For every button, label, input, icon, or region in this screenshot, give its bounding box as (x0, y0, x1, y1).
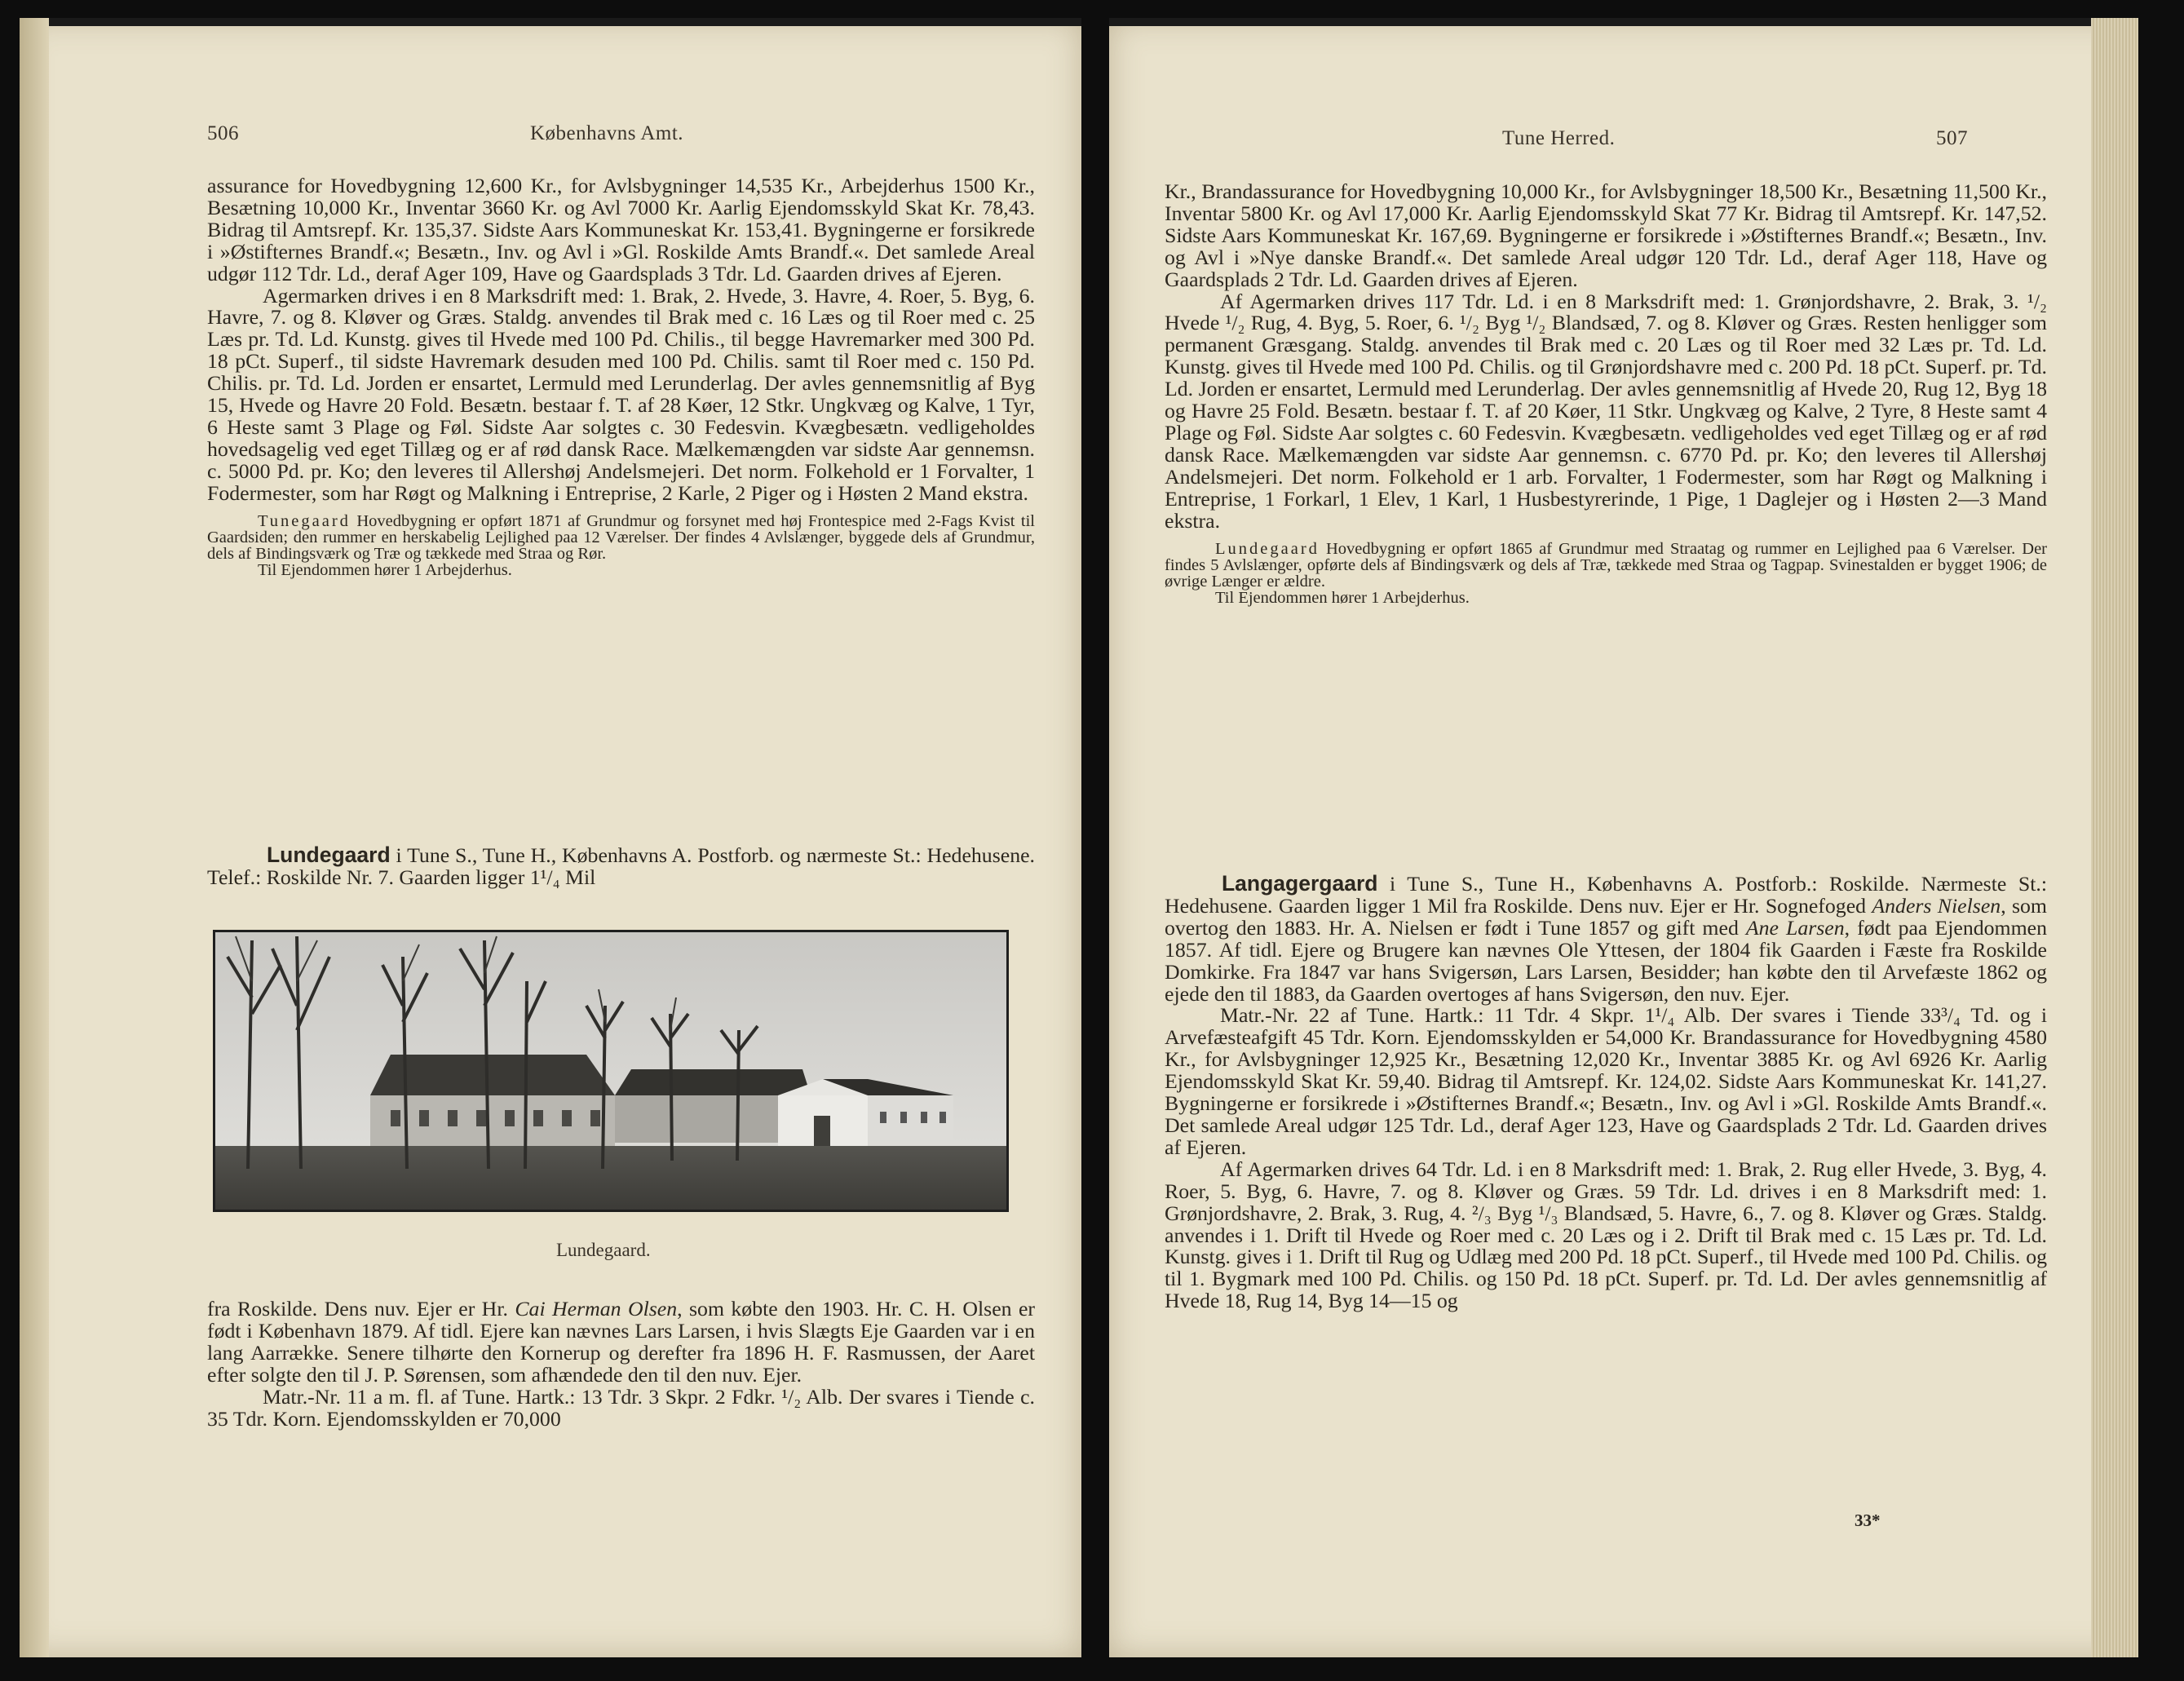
photo-caption: Lundegaard. (556, 1240, 651, 1260)
farm-photo-image (215, 932, 1006, 1210)
left-page (20, 18, 1081, 1657)
langagergaard-entry (1165, 873, 2047, 1312)
wife-name: Ane Larsen (1745, 915, 1845, 940)
note-last: Til Ejendommen hører 1 Arbejderhus. (1215, 589, 1470, 608)
left-text-top (207, 175, 1035, 578)
running-head-right: Tune Herred. (1502, 127, 1616, 149)
entry-text: fra Roskilde. Dens nuv. Ejer er Hr. (207, 1297, 515, 1320)
entry-agriculture: Af Agermarken drives 64 Tdr. Ld. i en 8 Marksdrift med: 1. Brak, 2. Rug eller Hvede, 3. Byg, 4. Roer, 5. Byg, 6. Havre, 7. og 8. Kløver og Græs. 59 Tdr. Ld. drives i en 8 Marksdrift med: 1. Grønjordshavre, 2. Brak, 3. Rug, 4. ²/₃ Byg ¹/₃ Blandsæd, 5. Havre, 6., 7. og 8. Kløver og Græs. Staldg. anvendes i 1. Drift til Hvede og Roer med c. 20 Læs og i 2. Drift til Brak med c. 15 Læs pr. Td. Ld. Kunstg. gives i 1. Drift til Rug og Udlæg med 200 Pd. 18 pCt. Superf., til Hvede med 100 Pd. Chilis. og til 1. Bygmark med 100 Pd. Chilis. og 150 Pd. 18 pCt. Superf. pr. Td. Ld. Der avles gennemsnitlig af Hvede 18, Rug 14, Byg 14—15 og (1165, 1157, 2047, 1313)
page-top-shadow (1109, 18, 2138, 26)
right-page (1109, 18, 2138, 1657)
farm-photograph (213, 930, 1009, 1212)
running-head-left: Københavns Amt. (530, 122, 684, 144)
paragraph: assurance for Hovedbygning 12,600 Kr., for Avlsbygninger 14,535 Kr., Arbejderhus 1500 Kr., Besætning 10,000 Kr., Inventar 3660 Kr. og Avl 7000 Kr. Aarlig Ejendomsskyld Skat Kr. 78,43. Bidrag til Amtsrepf. Kr. 135,37. Sidste Aars Kommuneskat Kr. 153,41. Bygningerne er forsikrede i »Østifternes Brandf.«; Besætn., Inv. og Avl i »Gl. Roskilde Amts Brandf.«. Det samlede Areal udgør 112 Tdr. Ld., deraf Ager 109, Have og Gaardsplads 3 Tdr. Ld. Gaarden drives af Ejeren. (207, 174, 1035, 285)
lundegaard-entry-body (207, 1298, 1035, 1430)
page-top-shadow (20, 18, 1081, 26)
signature-mark: 33* (1855, 1511, 1881, 1530)
entry-matr: Matr.-Nr. 22 af Tune. Hartk.: 11 Tdr. 4 Skpr. 1¹/₄ Alb. Der svares i Tiende 33³/₄ Td. og i Arvefæsteafgift 45 Tdr. Korn. Ejendomsskylden er 54,000 Kr. Brandassurance for Hovedbygning 4580 Kr., for Avlsbygninger 12,925 Kr., Besætning 12,020 Kr., Inventar 3885 Kr. og Avl 6926 Kr. Aarlig Ejendomsskyld Skat Kr. 59,40. Bidrag til Amtsrepf. Kr. 124,02. Sidste Aars Kommuneskat Kr. 141,27. Bygningerne er forsikrede i »Østifternes Brandf.«; Besætn., Inv. og Avl i »Gl. Roskilde Amts Brandf.«. Det samlede Areal udgør 125 Tdr. Ld., deraf Ager 123, Have og Gaardsplads 2 Tdr. Ld. Gaarden drives af Ejeren. (1165, 1003, 2047, 1159)
left-page-edge (20, 18, 49, 1657)
note-text: Hovedbygning er opført 1871 af Grundmur og forsynet med høj Frontespice med 2-Fags Kvist til Gaardsiden; den rummer en herskabelig Lejlighed paa 12 Værelser. Der findes 4 Avlslænger, byggede dels af Grundmur, dels af Bindingsværk og Træ og tækkede med Straa og Rør. (207, 511, 1035, 563)
note-text: Hovedbygning er opført 1865 af Grundmur med Straatag og rummer en Lejlighed paa 6 Værelser. Der findes 5 Avlslænger, opførte dels af Bindingsværk og dels af Træ, tækkede med Straa og Tagpap. Svinestalden er bygget 1906; de øvrige Længer er ældre. (1165, 539, 2047, 591)
owner-name: Anders Nielsen (1872, 893, 2001, 918)
paragraph: Af Agermarken drives 117 Tdr. Ld. i en 8 Marksdrift med: 1. Grønjordshavre, 2. Brak, 3. ¹/₂ Hvede ¹/₂ Rug, 4. Byg, 5. Roer, 6. ¹/₂ Byg ¹/₂ Blandsæd, 7. og 8. Kløver og Græs. Resten henligger som permanent Græsgang. Staldg. anvendes til Brak med c. 20 Læs og til Roer med 32 Læs pr. Td. Ld. Kunstg. gives til Hvede med 100 Pd. Chilis. og til Grønjordshavre med c. 200 Pd. 18 pCt. Superf. pr. Td. Ld. Jorden er ensartet, Lermuld med Lerunderlag. Der avles gennemsnitlig af Hvede 20, Rug 12, Byg 18 og Havre 25 Fold. Besætn. bestaar f. T. af 20 Køer, 11 Stkr. Ungkvæg og Kalve, 2 Tyre, 8 Heste samt 4 Plage og Føl. Sidste Aar solgtes c. 60 Fedesvin. Kvægbesætn. vedligeholdes ved eget Tillæg og er af rød dansk Race. Mælkemængden var sidste Aar gennemsn. c. 6770 Pd. pr. Ko; den leveres til Allershøj Andelsmejeri. Det norm. Folkehold er 1 arb. Forvalter, 1 Fodermester, som har Røgt og Malkning i Entreprise, 1 Forkarl, 1 Elev, 1 Karl, 1 Husbestyrerinde, 1 Pige, 1 Daglejer og i Høsten 2—3 Mand ekstra. (1165, 289, 2047, 533)
paragraph: Agermarken drives i en 8 Marksdrift med: 1. Brak, 2. Hvede, 3. Havre, 4. Roer, 5. Byg, 6. Havre, 7. og 8. Kløver og Græs. Staldg. anvendes til Brak med c. 16 Læs og til Roer med c. 25 Læs pr. Td. Ld. Kunstg. gives til Hvede med 100 Pd. Chilis., til begge Havremarker med 300 Pd. 18 pCt. Superf., til sidste Havremark desuden med 100 Pd. Chilis. samt til Roer med c. 150 Pd. Chilis. pr. Td. Ld. Jorden er ensartet, Lermuld med Lerunderlag. Der avles gennemsnitlig af Byg 15, Hvede og Havre 20 Fold. Besætn. bestaar f. T. af 28 Køer, 12 Stkr. Ungkvæg og Kalve, 1 Tyr, 6 Heste samt 3 Plage og Føl. Sidste Aar solgtes c. 30 Fedesvin. Kvægbesætn. vedligeholdes hovedsagelig ved eget Tillæg og er af rød dansk Race. Mælkemængden var sidste Aar gennemsn. c. 5000 Pd. pr. Ko; den leveres til Allershøj Andelsmejeri. Det norm. Folkehold er 1 Forvalter, 1 Fodermester, som har Røgt og Malkning i Entreprise, 2 Karle, 2 Piger og i Høsten 2 Mand ekstra. (207, 283, 1035, 505)
entry-name: Langagergaard (1222, 871, 1378, 896)
building-note (1165, 541, 2047, 607)
right-page-edge (2091, 18, 2138, 1657)
entry-text: , som overtog den 1883. Hr. A. Nielsen er født i Tune 1857 og gift med (1165, 893, 2047, 940)
entry-text: , som købte den 1903. Hr. C. H. Olsen er født i København 1879. Af tidl. Ejere kan nævnes Lars Larsen, i hvis Slægts Eje Gaarden var i en lang Aarrække. Senere tilhørte den Kornerup og derefter fra 1896 H. F. Rasmussen, der Aaret efter solgte den til J. P. Sørensen, som afhændede den til den nuv. Ejer. (207, 1297, 1035, 1387)
page-number-left: 506 (207, 122, 239, 144)
lundegaard-entry-intro (207, 844, 1035, 889)
entry-text: i Tune S., Tune H., Københavns A. Postforb.: Roskilde. Nærmeste St.: Hedehusene. Gaarden ligger 1 Mil fra Roskilde. Dens nuv. Ejer er Hr. Sognefoged (1165, 872, 2047, 918)
building-note (207, 513, 1035, 579)
entry-name: Lundegaard (267, 843, 391, 867)
owner-name: Cai Herman Olsen (515, 1297, 678, 1320)
paragraph: Kr., Brandassurance for Hovedbygning 10,000 Kr., for Avlsbygninger 18,500 Kr., Besætning 11,500 Kr., Inventar 5800 Kr. og Avl 17,000 Kr. Aarlig Ejendomsskyld Skat 77 Kr. Bidrag til Amtsrepf. Kr. 147,52. Sidste Aars Kommuneskat Kr. 167,69. Bygningerne er forsikrede i »Østifternes Brandf.«; Besætn., Inv. og Avl i »Nye danske Brandf.«. Det samlede Areal udgør 120 Tdr. Ld., deraf Ager 118, Have og Gaardsplads 2 Tdr. Ld. Gaarden drives af Ejeren. (1165, 179, 2047, 291)
note-farm-name: Tunegaard (258, 511, 351, 530)
entry-intro: i Tune S., Tune H., Københavns A. Postforb. og nærmeste St.: Hedehusene. Telef.: Roskilde Nr. 7. Gaarden ligger 1¹/₄ Mil (207, 843, 1035, 889)
page-number-right: 507 (1936, 127, 1968, 149)
entry-matr: Matr.-Nr. 11 a m. fl. af Tune. Hartk.: 13 Tdr. 3 Skpr. 2 Fdkr. ¹/₂ Alb. Der svares i Tiende c. 35 Tdr. Korn. Ejendomsskylden er 70,000 (207, 1384, 1035, 1431)
note-farm-name: Lundegaard (1215, 539, 1320, 558)
right-text-top (1165, 181, 2047, 606)
entry-text: , født paa Ejendommen 1857. Af tidl. Ejere og Brugere kan nævnes Ole Yttesen, der 1804 fik Gaarden i Fæste fra Roskilde Domkirke. Fra 1847 var hans Svigersøn, Lars Larsen, Besidder; han købte den til Arvefæste 1862 og ejede den til 1883, da Gaarden overtoges af hans Svigersøn, den nuv. Ejer. (1165, 915, 2047, 1006)
note-last: Til Ejendommen hører 1 Arbejderhus. (258, 561, 512, 580)
